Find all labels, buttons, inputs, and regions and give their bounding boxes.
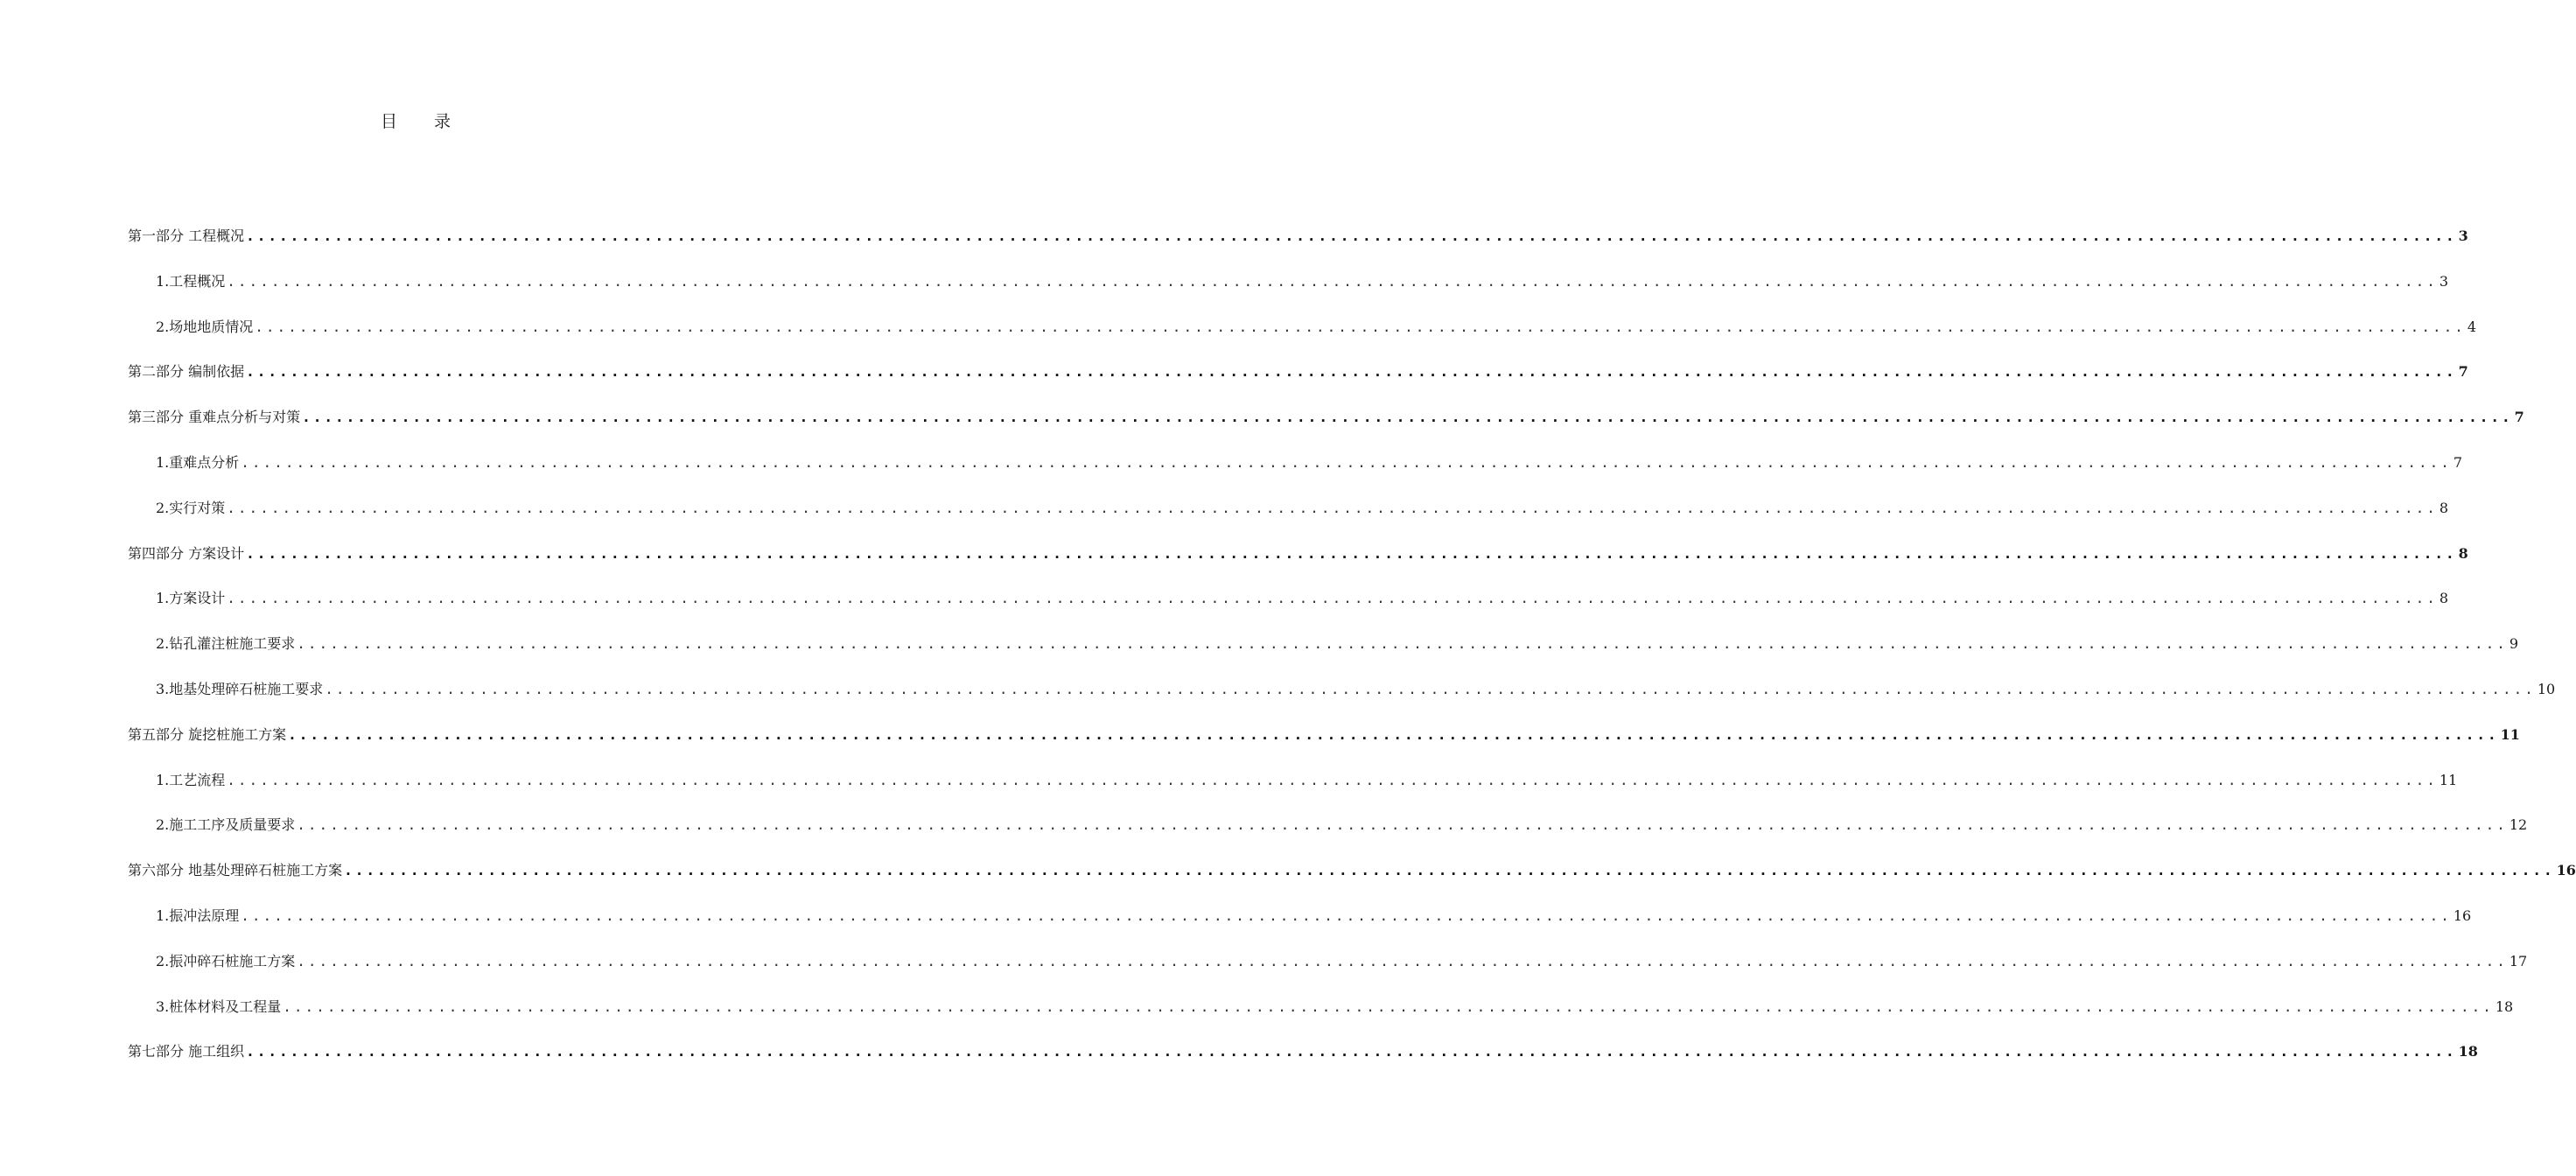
dot-leader: ........................................................................................................................................................................................................ (227, 590, 2438, 607)
toc-entry-label: 1.工艺流程 (156, 771, 226, 788)
toc-entry-page: 7 (2453, 453, 2463, 471)
toc-entry[interactable] (128, 765, 2458, 810)
toc-entry-label: 1.振冲法原理 (156, 906, 240, 924)
toc-entry[interactable] (128, 312, 2477, 357)
dot-leader: ........................................................................................................................................................................................................ (302, 409, 2513, 426)
toc-title: 目 录 (380, 112, 467, 131)
dot-leader: ........................................................................................................................................................................................................ (227, 499, 2438, 516)
dot-leader: ........................................................................................................................................................................................................ (227, 771, 2438, 788)
toc-entry-label: 2.场地地质情况 (156, 318, 254, 335)
toc-entry-label: 第三部分 重难点分析与对策 (128, 409, 301, 426)
toc-entry[interactable] (128, 809, 2528, 855)
dot-leader: ........................................................................................................................................................................................................ (297, 816, 2508, 834)
toc-entry[interactable] (128, 1036, 2478, 1082)
toc-entry-label: 2.施工工序及质量要求 (156, 816, 296, 834)
toc-entry-page: 8 (2458, 544, 2468, 562)
toc-entry[interactable] (128, 900, 2472, 946)
toc-entry[interactable] (128, 855, 2576, 900)
dot-leader: ........................................................................................................................................................................................................ (241, 906, 2452, 924)
toc-entry[interactable] (128, 220, 2468, 266)
table-of-contents (128, 220, 2576, 1082)
toc-entry[interactable] (128, 946, 2528, 991)
toc-entry-page: 7 (2458, 363, 2468, 381)
toc-entry-page: 8 (2439, 499, 2449, 516)
toc-entry-page: 17 (2509, 952, 2528, 970)
toc-entry[interactable] (128, 493, 2449, 538)
toc-entry[interactable] (128, 356, 2468, 402)
toc-entry-page: 16 (2453, 906, 2472, 924)
toc-entry[interactable] (128, 583, 2449, 628)
toc-entry-page: 9 (2509, 635, 2519, 653)
dot-leader: ........................................................................................................................................................................................................ (255, 318, 2466, 335)
toc-entry-label: 1.工程概况 (156, 272, 226, 290)
dot-leader: ........................................................................................................................................................................................................ (246, 1043, 2457, 1060)
toc-entry-label: 2.钻孔灌注桩施工要求 (156, 635, 296, 653)
toc-entry-page: 10 (2537, 680, 2556, 697)
toc-entry-label: 第七部分 施工组织 (128, 1043, 245, 1060)
dot-leader: ........................................................................................................................................................................................................ (241, 453, 2452, 471)
toc-entry-page: 11 (2500, 725, 2520, 743)
toc-entry-label: 第六部分 地基处理碎石桩施工方案 (128, 862, 343, 879)
toc-entry-page: 18 (2458, 1043, 2478, 1060)
toc-entry[interactable] (128, 991, 2514, 1037)
dot-leader: ........................................................................................................................................................................................................ (246, 363, 2457, 381)
toc-entry[interactable] (128, 719, 2520, 765)
toc-entry-page: 12 (2509, 816, 2528, 834)
dot-leader: ........................................................................................................................................................................................................ (325, 680, 2536, 697)
toc-entry[interactable] (128, 447, 2463, 493)
toc-entry[interactable] (128, 402, 2524, 447)
toc-entry-label: 2.实行对策 (156, 499, 226, 516)
dot-leader: ........................................................................................................................................................................................................ (246, 544, 2457, 562)
dot-leader: ........................................................................................................................................................................................................ (283, 998, 2494, 1015)
toc-entry-label: 第二部分 编制依据 (128, 363, 245, 381)
dot-leader: ........................................................................................................................................................................................................ (246, 228, 2457, 244)
dot-leader: ........................................................................................................................................................................................................ (227, 272, 2438, 290)
toc-entry-label: 第一部分 工程概况 (128, 228, 245, 244)
dot-leader: ........................................................................................................................................................................................................ (297, 635, 2508, 653)
toc-entry-page: 3 (2439, 272, 2449, 290)
toc-entry-label: 2.振冲碎石桩施工方案 (156, 952, 296, 970)
toc-entry-label: 3.桩体材料及工程量 (156, 998, 282, 1015)
toc-entry[interactable] (128, 266, 2449, 312)
toc-entry-label: 第五部分 旋挖桩施工方案 (128, 725, 287, 743)
dot-leader: ........................................................................................................................................................................................................ (297, 952, 2508, 970)
toc-entry-page: 16 (2556, 862, 2576, 879)
toc-entry-label: 1.重难点分析 (156, 453, 240, 471)
toc-entry-page: 7 (2514, 409, 2524, 426)
toc-entry-label: 第四部分 方案设计 (128, 544, 245, 562)
toc-entry[interactable] (128, 538, 2468, 584)
toc-entry-page: 3 (2458, 228, 2468, 244)
toc-entry-page: 8 (2439, 590, 2449, 607)
dot-leader: ........................................................................................................................................................................................................ (288, 725, 2499, 743)
toc-entry[interactable] (128, 674, 2556, 719)
toc-entry-page: 4 (2467, 318, 2477, 335)
toc-entry-label: 1.方案设计 (156, 590, 226, 607)
toc-entry[interactable] (128, 628, 2519, 674)
dot-leader: ........................................................................................................................................................................................................ (344, 862, 2555, 879)
toc-entry-page: 18 (2495, 998, 2514, 1015)
toc-entry-label: 3.地基处理碎石桩施工要求 (156, 680, 324, 697)
toc-entry-page: 11 (2439, 771, 2458, 788)
